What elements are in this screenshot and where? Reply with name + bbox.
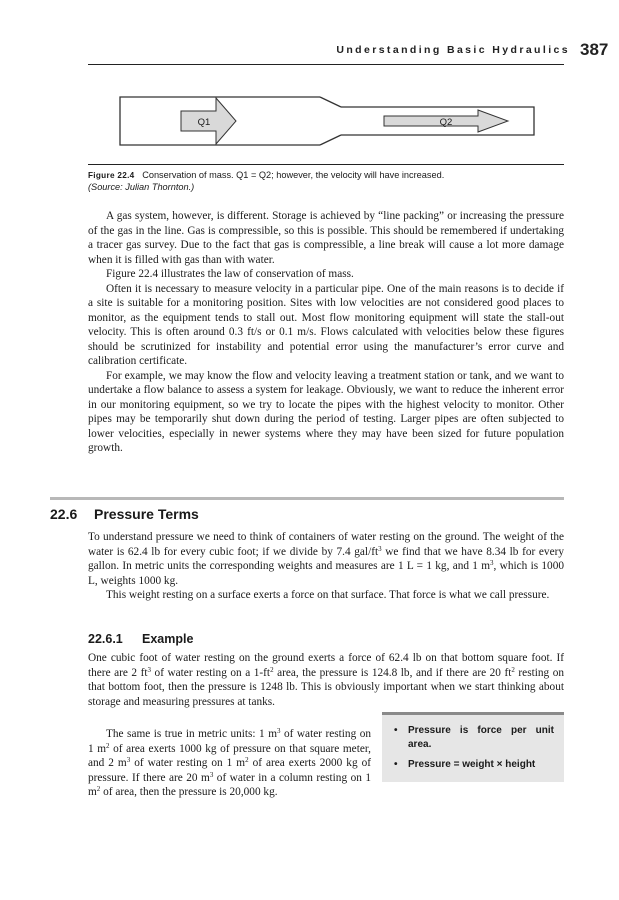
paragraph-cubic-foot: One cubic foot of water resting on the ground exerts a force of 62.4 lb on that bottom square foot. If there are 2 $ft^3$ of water resting on a $1-ft^2$ area, the pressure is 124.8 lb, and if there are 20 $ft^2$ resting on that bottom foot, then the pressure is 1248 lb. This is obviously important when we start thinking about storage and measuring pressures at tanks. (88, 652, 564, 708)
header-rule (88, 64, 564, 65)
label-q2: Q2 (439, 117, 453, 128)
figure-pipe-diagram (88, 84, 564, 160)
sidebar-box (382, 712, 564, 782)
subsection-title: Example (142, 632, 194, 646)
running-title: Understanding Basic Hydraulics (336, 44, 570, 56)
figure-rule (88, 164, 564, 165)
label-q1: Q1 (197, 117, 211, 128)
paragraph-pressure-def: This weight resting on a surface exerts a force on that surface. That force is what we call pressure. (106, 589, 550, 601)
paragraph-pressure-intro: To understand pressure we need to think of containers of water resting on the ground. The weight of the water is 62.4 lb for every cubic foot; if we divide by 7.4 gal/$ft^3$ we find that we have 8.34 lb for every gallon. In metric units the corresponding weights and measures are 1 L = 1 kg, and 1 $m^3$, which is 1000 L, weights 1000 kg. (88, 531, 564, 587)
figure-caption-text: Conservation of mass. Q1 = Q2; however, the velocity will have increased. (142, 170, 445, 180)
subsection-metric-block (88, 727, 371, 800)
body-text-block (88, 209, 564, 456)
paragraph-gas-system: A gas system, however, is different. Storage is achieved by “line packing” or increasing the pressure of the gas in the line. Gas is compressible, so this is possible. This should be remembered if undertaking a tracer gas survey. Due to the fact that gas is compressible, a line break will cause a lot more damage when it is filled with gas than with water. (88, 210, 564, 266)
section-heading (50, 506, 199, 522)
subsection-text-block (88, 651, 564, 709)
paragraph-example-flow: For example, we may know the flow and velocity leaving a treatment station or tank, and we want to undertake a flow balance to assess a system for leakage. Obviously, we want to reduce the inherent error in our monitoring equipment, so we try to locate the pipes with the highest velocity to monitor. Other pipes may be temporarily shut down during the period of testing. Larger pipes are often subjected to lower velocities, especially in newer systems where they may have been sized for future population growth. (88, 369, 564, 454)
sidebar-item: • Pressure is force per unit area. (394, 725, 554, 750)
figure-label: Figure 22.4 (88, 171, 135, 180)
figure-source: (Source: Julian Thornton.) (88, 181, 195, 192)
subsection-heading (88, 632, 193, 646)
section-title: Pressure Terms (94, 506, 199, 522)
subsection-number: 22.6.1 (88, 632, 123, 646)
bullet-icon: • (394, 725, 398, 736)
bullet-icon: • (394, 759, 398, 770)
section-number: 22.6 (50, 506, 78, 522)
sidebar-item: • Pressure = weight × height (394, 759, 536, 770)
section-text-block (88, 530, 564, 603)
paragraph-metric: The same is true in metric units: 1 $m^3$ of water resting on 1 $m^2$ of area exerts 1000 kg of pressure on that square meter, and 2 $m^3$ of water resting on 1 $m^2$ of area exerts 2000 kg of pressure. If there are 20 $m^3$ of water in a column resting on 1 $m^2$ of area, then the pressure is 20,000 kg. (88, 727, 372, 798)
page-number: 387 (580, 40, 609, 59)
paragraph-figure-ref: Figure 22.4 illustrates the law of conservation of mass. (106, 268, 354, 280)
reducer-bottom (320, 135, 341, 145)
section-rule (50, 497, 564, 500)
figure-caption (88, 170, 564, 193)
reducer-top (320, 97, 341, 107)
paragraph-velocity: Often it is necessary to measure velocity in a particular pipe. One of the main reasons is to decide if a site is suitable for a monitoring position. Sites with low velocities are not considered good places to monitor, as the equipment tends to stall out. Most flow monitoring equipment will state the stall-out velocity. This is often around 0.3 ft/s or 0.1 m/s. Flows calculated with velocities below these figures should be scrutinized for instability and potential error using the manufacturer’s error curve and calibration certificate. (88, 282, 564, 367)
